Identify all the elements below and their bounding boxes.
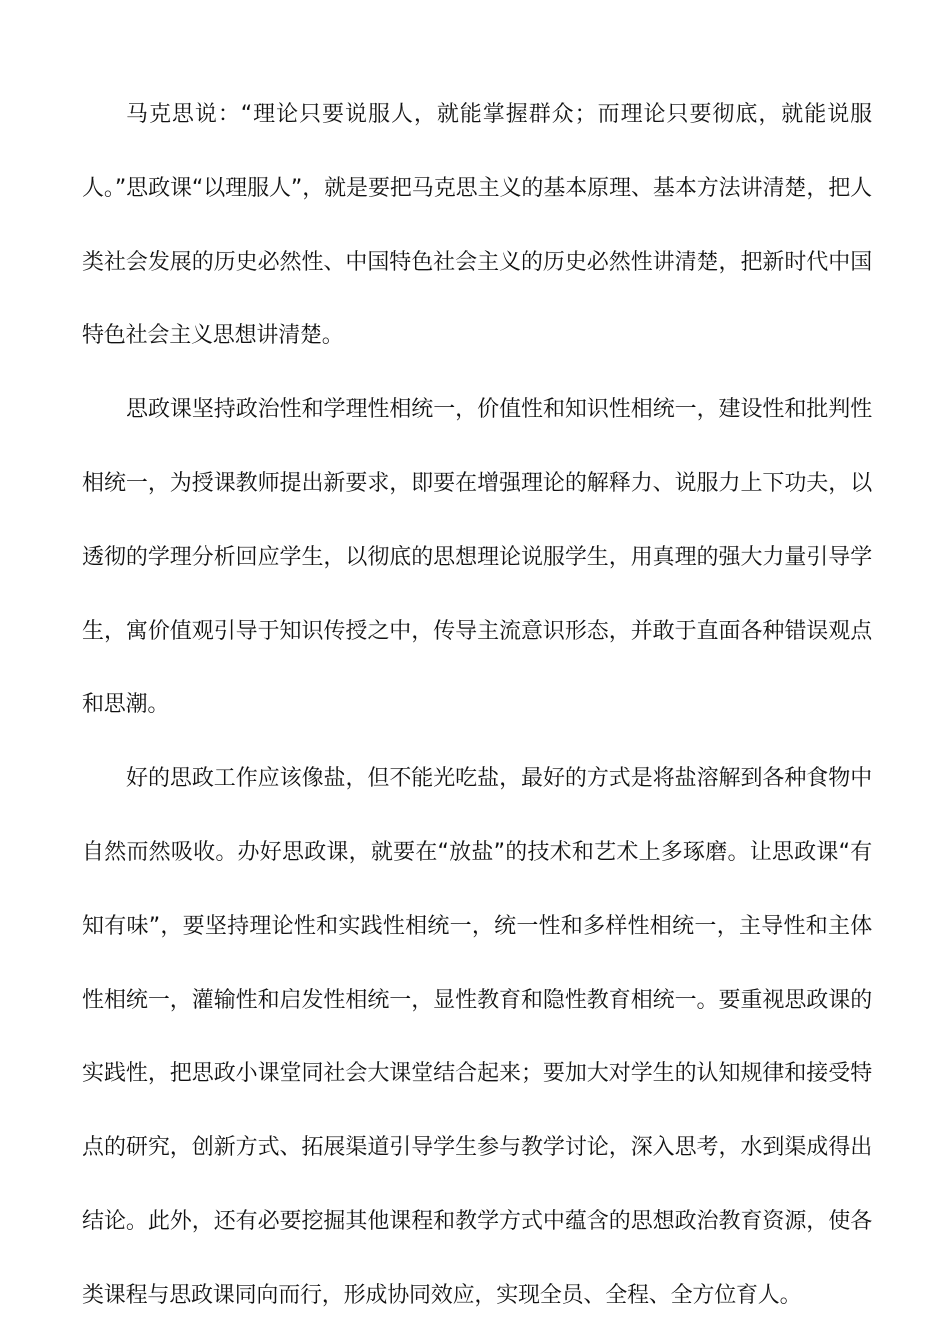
paragraph-1: 马克思说：“理论只要说服人，就能掌握群众；而理论只要彻底，就能说服人。”思政课“以理服人”，就是要把马克思主义的基本原理、基本方法讲清楚，把人类社会发展的历史必然性、中国特色社会主义的历史必然性讲清楚，把新时代中国特色社会主义思想讲清楚。 <box>82 102 872 349</box>
paragraph-3: 好的思政工作应该像盐，但不能光吃盐，最好的方式是将盐溶解到各种食物中自然而然吸收。办好思政课，就要在“放盐”的技术和艺术上多琢磨。让思政课“有知有味”，要坚持理论性和实践性相统一，统一性和多样性相统一，主导性和主体性相统一，灌输性和启发性相统一，显性教育和隐性教育相统一。要重视思政课的实践性，把思政小课堂同社会大课堂结合起来；要加大对学生的认知规律和接受特点的研究，创新方式、拓展渠道引导学生参与教学讨论，深入思考，水到渠成得出结论。此外，还有必要挖掘其他课程和教学方式中蕴含的思想政治教育资源，使各类课程与思政课同向而行，形成协同效应，实现全员、全程、全方位育人。 <box>82 766 872 1308</box>
document-body <box>82 78 872 1333</box>
paragraph-2: 思政课坚持政治性和学理性相统一，价值性和知识性相统一，建设性和批判性相统一，为授课教师提出新要求，即要在增强理论的解释力、说服力上下功夫，以透彻的学理分析回应学生，以彻底的思想理论说服学生，用真理的强大力量引导学生，寓价值观引导于知识传授之中，传导主流意识形态，并敢于直面各种错误观点和思潮。 <box>82 397 872 718</box>
